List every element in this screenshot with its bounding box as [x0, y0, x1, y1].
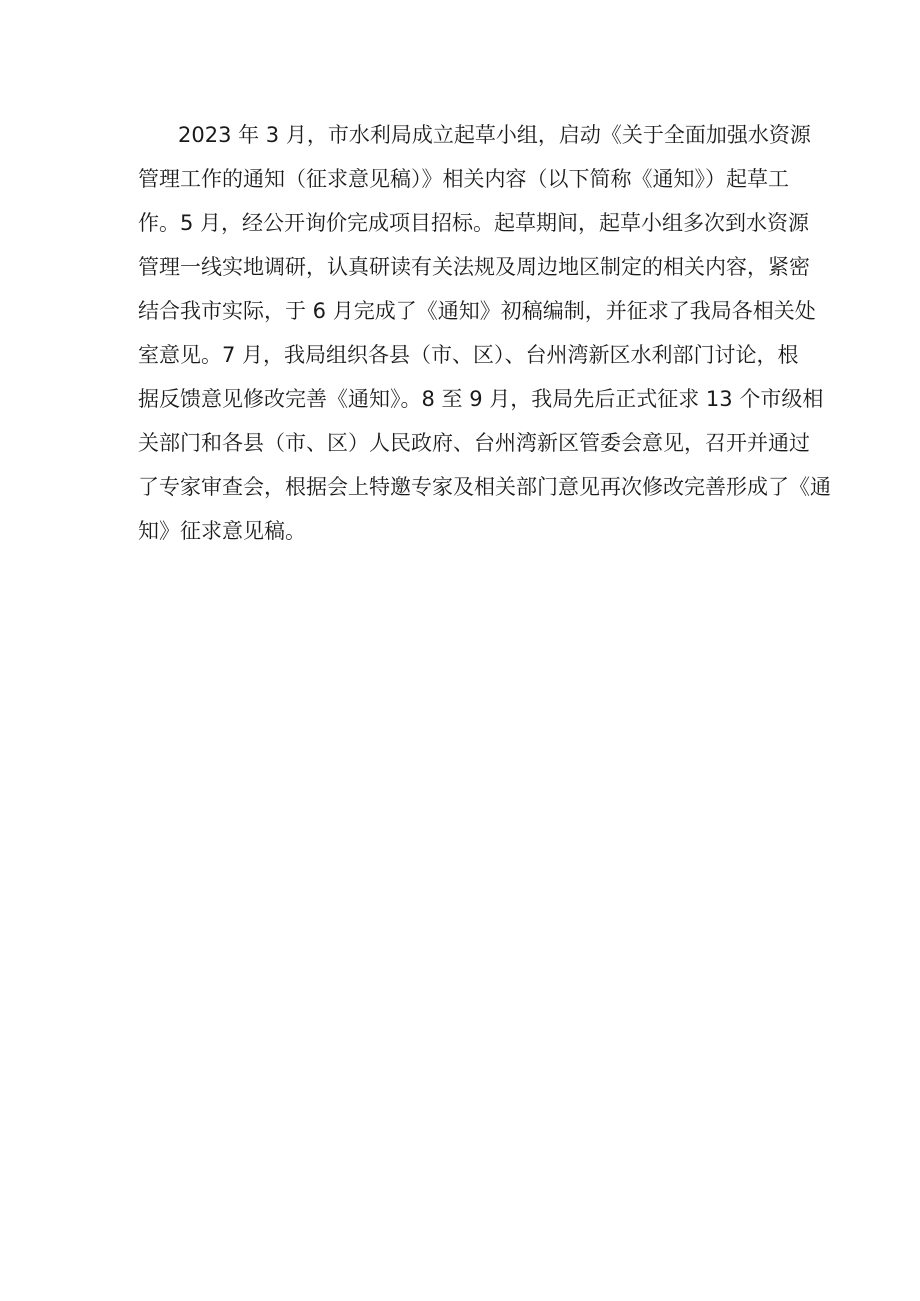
body-paragraph: [138, 113, 831, 553]
paragraph-line-7: 据反馈意见修改完善《通知》。8 至 9 月，我局先后正式征求 13 个市级相: [138, 387, 824, 411]
paragraph-line-1: 2023 年 3 月，市水利局成立起草小组，启动《关于全面加强水资源: [178, 123, 811, 147]
paragraph-line-4: 管理一线实地调研，认真研读有关法规及周边地区制定的相关内容，紧密: [138, 255, 810, 279]
paragraph-line-10: 知》征求意见稿。: [138, 519, 306, 543]
paragraph-line-3: 作。5 月，经公开询价完成项目招标。起草期间，起草小组多次到水资源: [138, 211, 810, 235]
paragraph-line-9: 了专家审查会，根据会上特邀专家及相关部门意见再次修改完善形成了《通: [138, 475, 831, 499]
paragraph-line-2: 管理工作的通知（征求意见稿）》相关内容（以下简称《通知》）起草工: [138, 167, 789, 191]
paragraph-line-6: 室意见。7 月，我局组织各县（市、区）、台州湾新区水利部门讨论，根: [138, 343, 799, 367]
paragraph-line-5: 结合我市实际，于 6 月完成了《通知》初稿编制，并征求了我局各相关处: [138, 299, 816, 323]
paragraph-line-8: 关部门和各县（市、区）人民政府、台州湾新区管委会意见，召开并通过: [138, 431, 810, 455]
